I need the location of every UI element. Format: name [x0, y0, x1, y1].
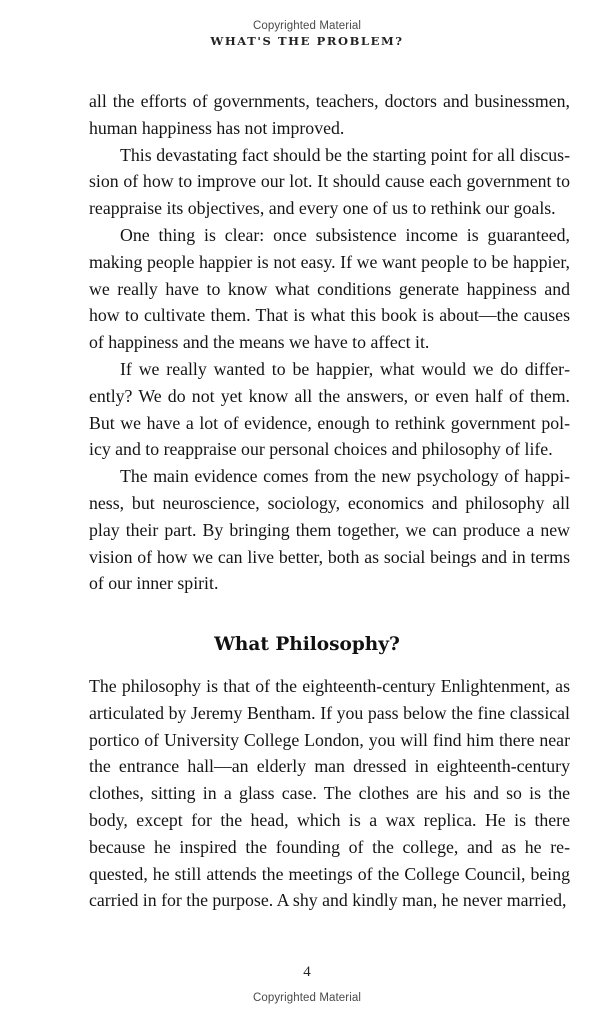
- body-text-upper: [89, 88, 570, 597]
- paragraph: This devastating fact should be the starting point for all discussion of how to improve our lot. It should cause each government to reappraise its objectives, and every one of us to rethink our goals.: [89, 144, 570, 219]
- body-text-lower: [89, 673, 570, 914]
- section-heading: What Philosophy?: [214, 634, 400, 655]
- paragraph: The philosophy is that of the eighteenth-century Enlightenment, as articulated by Jeremy Bentham. If you pass below the fine classical portico of University College London, you will find him there near the entrance hall—an elderly man dressed in eighteenth-century clothes, sitting in a glass case. The clothes are his and so is the body, except for the head, which is a wax replica. He is there because he inspired the founding of the college, and as he requested, he still attends the meetings of the College Council, being carried in for the purpose. A shy and kindly man, he never married,: [89, 676, 570, 911]
- page-number: 4: [303, 964, 311, 980]
- paragraph: all the efforts of governments, teachers, doctors and businessmen, human happiness has not improved.: [89, 91, 570, 138]
- paragraph: If we really wanted to be happier, what would we do differently? We do not yet know all the answers, or even half of them. But we have a lot of evidence, enough to rethink government policy and to reappraise our personal choices and philosophy of life.: [89, 358, 570, 460]
- paragraph: One thing is clear: once subsistence income is guaranteed, making people happier is not easy. If we want people to be happier, we really have to know what conditions generate happiness and how to cultivate them. That is what this book is about—the causes of happiness and the means we have to affect it.: [89, 224, 570, 353]
- running-head: WHAT'S THE PROBLEM?: [210, 34, 404, 48]
- copyright-watermark-bottom: Copyrighted Material: [252, 992, 362, 1004]
- copyright-watermark-top: Copyrighted Material: [252, 20, 362, 32]
- paragraph: The main evidence comes from the new psychology of happiness, but neuroscience, sociology, economics and philosophy all play their part. By bringing them together, we can produce a new vision of how we can live better, both as social beings and in terms of our inner spirit.: [89, 466, 570, 594]
